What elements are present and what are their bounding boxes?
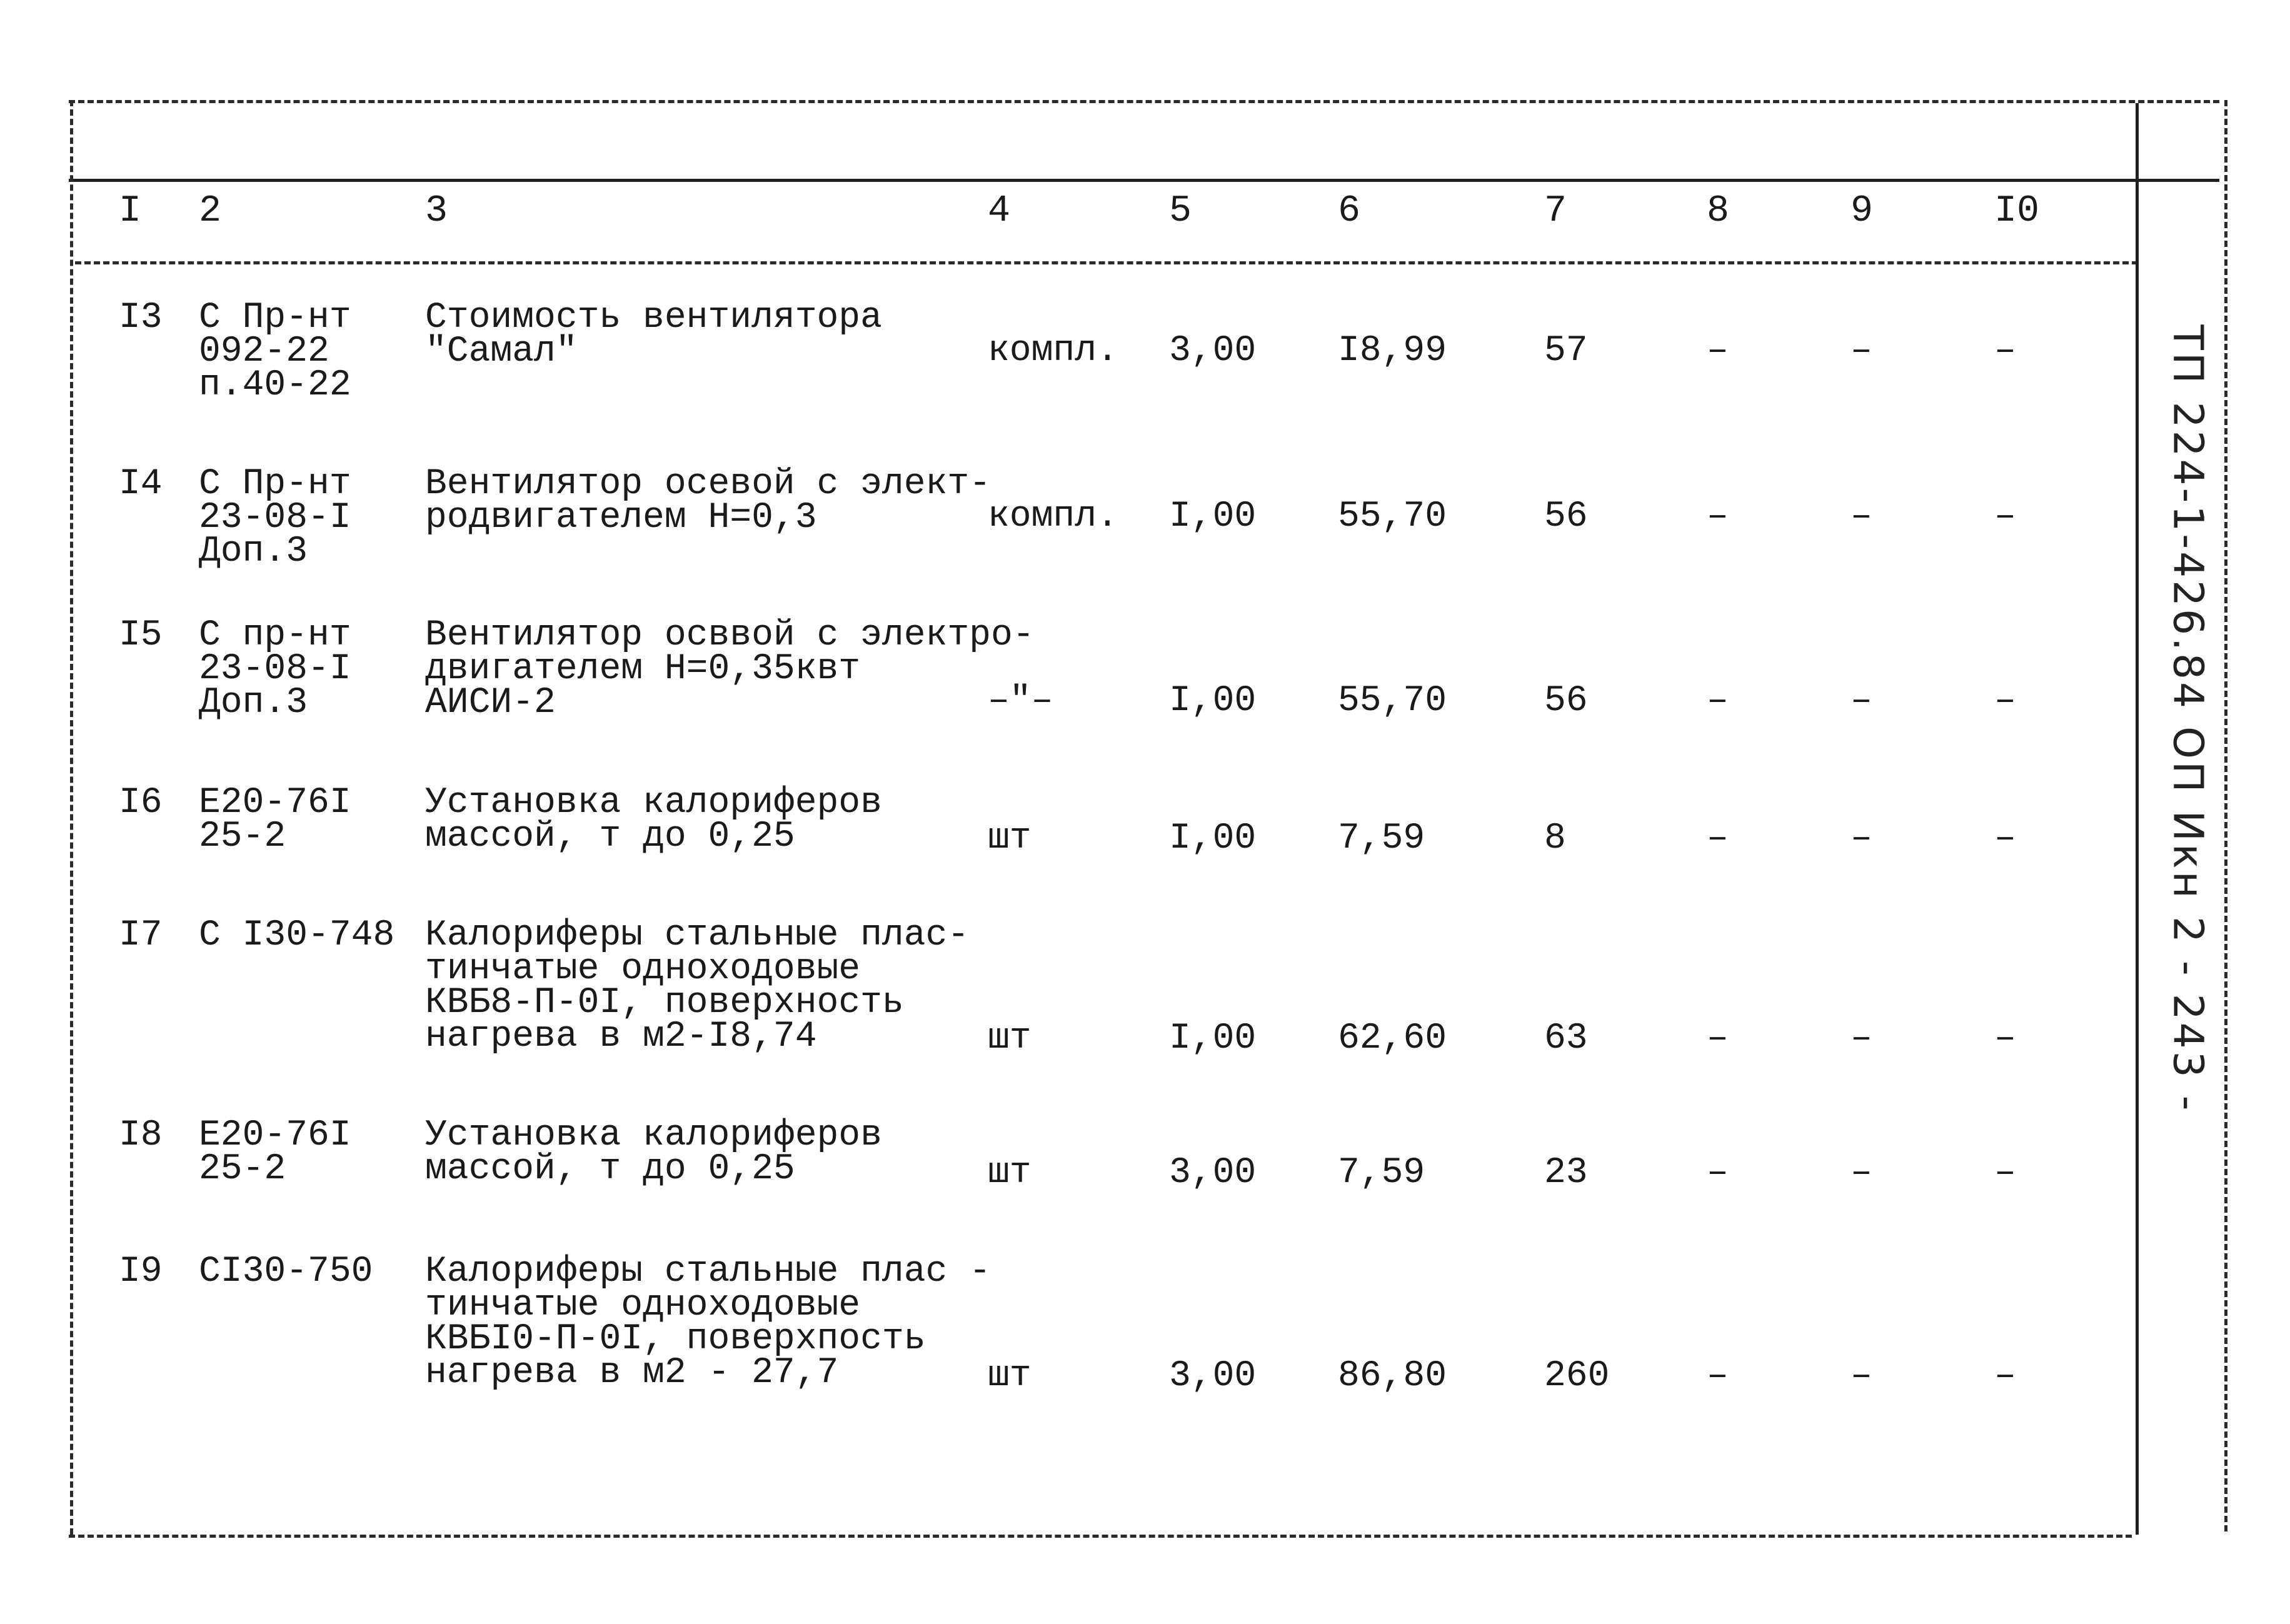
total-cost: 8 — [1544, 818, 1566, 859]
total-cost: 56 — [1544, 496, 1588, 537]
column-8-value: – — [1707, 496, 1729, 537]
unit-price: I8,99 — [1338, 331, 1447, 371]
column-8-value: – — [1707, 1356, 1729, 1396]
item-description: Вентилятор осевой с элект- родвигателем Н=0,3 — [425, 464, 991, 538]
column-10-value: – — [1994, 331, 2016, 371]
column-9-value: – — [1851, 681, 1872, 721]
column-10-value: – — [1994, 681, 2016, 721]
column-header-1: I — [119, 190, 142, 233]
unit: шт — [988, 1018, 1032, 1059]
column-header-6: 6 — [1338, 190, 1361, 233]
item-description: Вентилятор осввой с электро- двигателем Н=0,35квт АИСИ-2 — [425, 615, 1035, 723]
unit-price: 55,70 — [1338, 496, 1447, 537]
column-9-value: – — [1851, 1356, 1872, 1396]
column-9-value: – — [1851, 1153, 1872, 1193]
unit-price: 7,59 — [1338, 1153, 1425, 1193]
item-description: Установка калориферов массой, т до 0,25 — [425, 783, 882, 857]
column-10-value: – — [1994, 818, 2016, 859]
total-cost: 63 — [1544, 1018, 1588, 1059]
quantity: I,00 — [1169, 1018, 1257, 1059]
reference-code: С Пр-нт 23-08-I Доп.3 — [199, 464, 351, 572]
row-number: I4 — [119, 464, 163, 504]
unit: шт — [988, 818, 1032, 859]
row-number: I5 — [119, 615, 163, 656]
unit-price: 86,80 — [1338, 1356, 1447, 1396]
quantity: 3,00 — [1169, 1356, 1257, 1396]
quantity: I,00 — [1169, 818, 1257, 859]
column-10-value: – — [1994, 1356, 2016, 1396]
column-9-value: – — [1851, 1018, 1872, 1059]
column-8-value: – — [1707, 331, 1729, 371]
total-cost: 56 — [1544, 681, 1588, 721]
reference-code: С пр-нт 23-08-I Доп.3 — [199, 615, 351, 723]
row-number: I8 — [119, 1115, 163, 1156]
column-header-8: 8 — [1707, 190, 1730, 233]
column-9-value: – — [1851, 496, 1872, 537]
reference-code: Е20-76I 25-2 — [199, 783, 351, 857]
column-9-value: – — [1851, 331, 1872, 371]
total-cost: 57 — [1544, 331, 1588, 371]
quantity: I,00 — [1169, 496, 1257, 537]
row-number: I9 — [119, 1251, 163, 1292]
reference-code: СI30-750 — [199, 1251, 373, 1292]
row-number: I6 — [119, 783, 163, 823]
unit: –"– — [988, 681, 1053, 721]
total-cost: 23 — [1544, 1153, 1588, 1193]
reference-code: С Пр-нт 092-22 п.40-22 — [199, 298, 351, 406]
header-top-rule — [69, 179, 2219, 182]
frame-right-line — [2224, 100, 2227, 1531]
item-description: Калориферы стальные плас - тинчатые одноходовые КВБI0-П-0I, поверхпость нагрева в м2 - 27,7 — [425, 1251, 991, 1393]
unit: компл. — [988, 331, 1118, 371]
column-header-7: 7 — [1544, 190, 1567, 233]
quantity: 3,00 — [1169, 331, 1257, 371]
frame-left-line — [70, 100, 73, 1535]
row-number: I3 — [119, 298, 163, 338]
column-header-2: 2 — [199, 190, 222, 233]
column-8-value: – — [1707, 1153, 1729, 1193]
unit: шт — [988, 1356, 1032, 1396]
unit-price: 7,59 — [1338, 818, 1425, 859]
column-9-value: – — [1851, 818, 1872, 859]
column-8-value: – — [1707, 1018, 1729, 1059]
header-bottom-rule — [75, 261, 2138, 264]
column-header-4: 4 — [988, 190, 1011, 233]
column-8-value: – — [1707, 681, 1729, 721]
quantity: I,00 — [1169, 681, 1257, 721]
frame-top-line — [69, 100, 2219, 103]
column-10-value: – — [1994, 1018, 2016, 1059]
column-10-value: – — [1994, 496, 2016, 537]
reference-code: Е20-76I 25-2 — [199, 1115, 351, 1190]
quantity: 3,00 — [1169, 1153, 1257, 1193]
column-header-10: I0 — [1994, 190, 2040, 233]
total-cost: 260 — [1544, 1356, 1610, 1396]
column-header-3: 3 — [425, 190, 448, 233]
column-header-9: 9 — [1851, 190, 1874, 233]
row-number: I7 — [119, 915, 163, 956]
item-description: Установка калориферов массой, т до 0,25 — [425, 1115, 882, 1190]
side-document-code: ТП 224-1-426.84 ОП Икн 2 - 243 - — [2164, 324, 2212, 1113]
unit-price: 62,60 — [1338, 1018, 1447, 1059]
frame-bottom-line — [69, 1535, 2132, 1538]
unit-price: 55,70 — [1338, 681, 1447, 721]
item-description: Стоимость вентилятора "Самал" — [425, 298, 882, 372]
column-8-value: – — [1707, 818, 1729, 859]
unit: шт — [988, 1153, 1032, 1193]
column-10-value: – — [1994, 1153, 2016, 1193]
reference-code: С I30-748 — [199, 915, 395, 956]
unit: компл. — [988, 496, 1118, 537]
column-header-5: 5 — [1169, 190, 1192, 233]
stamp-column-divider — [2136, 103, 2139, 1535]
item-description: Калориферы стальные плас- тинчатые одноходовые КВБ8-П-0I, поверхность нагрева в м2-I8,74 — [425, 915, 970, 1057]
